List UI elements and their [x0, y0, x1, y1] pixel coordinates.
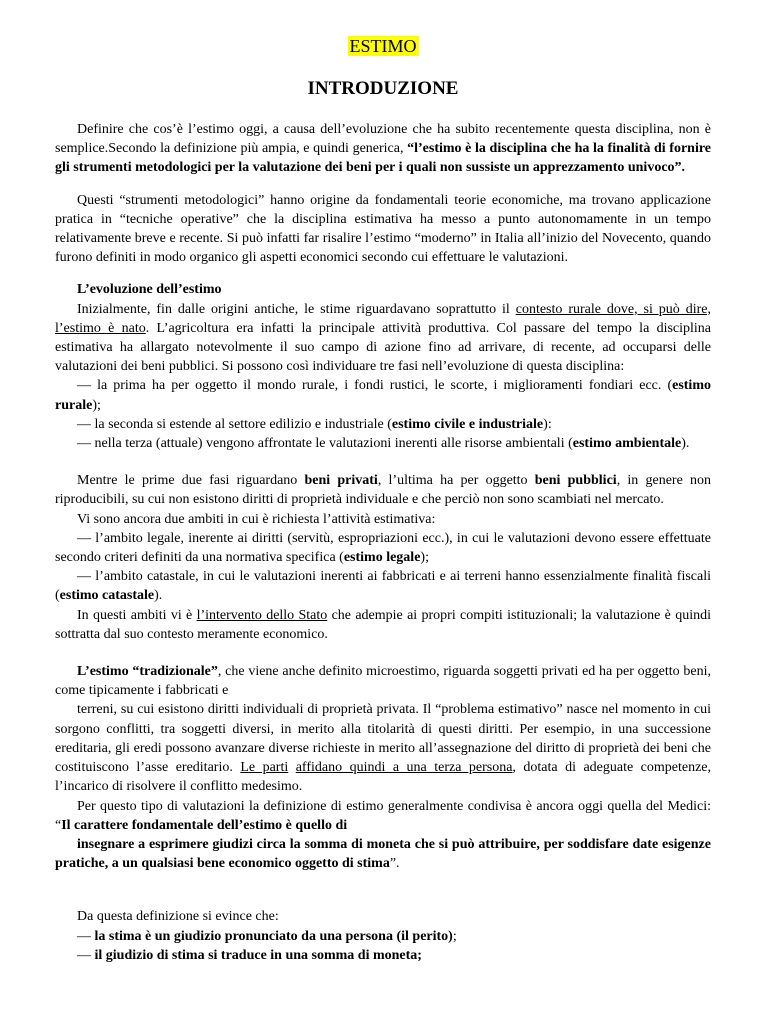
underlined-text: affidano quindi a una terza persona	[295, 760, 513, 776]
list-item-catastale	[55, 567, 711, 605]
text: );	[92, 397, 101, 413]
bold-text: estimo civile e industriale	[391, 416, 544, 432]
text: — la prima ha per oggetto il mondo rurale, i fondi rustici, le scorte, i miglioramenti fondiari ecc. (	[77, 378, 673, 394]
paragraph-strumenti: Questi “strumenti metodologici” hanno origine da fondamentali teorie economiche, ma trovano applicazione pratica in “tecniche operative” che la disciplina estimativa ha messo a punto autonomamente in un tempo relativamente breve e recente. Si può infatti far risalire l’estimo “moderno” in Italia all’inizio del Novecento, quando furono definiti in modo organico gli aspetti economici secondo cui effettuare le valutazioni.	[55, 192, 711, 266]
paragraph-evoluzione	[55, 300, 711, 377]
bold-text: beni pubblici	[534, 473, 617, 489]
list-item-legale	[55, 529, 711, 567]
paragraph-stato	[55, 606, 711, 644]
text: , che viene anche definito microestimo, riguarda soggetti privati ed ha per oggetto beni, come tipicamente i fabbricati e	[55, 664, 711, 699]
text: Inizialmente, fin dalle origini antiche, le stime riguardavano soprattutto il	[77, 301, 516, 317]
list-item-perito	[55, 927, 711, 946]
text: — l’ambito legale, inerente ai diritti (servitù, espropriazioni ecc.), in cui le valutazioni devono essere effettuate secondo criteri definiti da una normativa specifica (	[55, 530, 711, 566]
underlined-text: contesto rurale dove, si può dire, l’estimo è nato	[55, 301, 711, 336]
paragraph-evince: Da questa definizione si evince che:	[77, 909, 279, 925]
list-item-moneta	[55, 946, 711, 965]
list-item-rurale	[55, 376, 711, 414]
bold-text: estimo catastale	[59, 588, 155, 604]
paragraph-terreni	[55, 700, 711, 796]
section-heading-evoluzione	[55, 280, 711, 299]
bold-text: L’estimo “tradizionale”	[77, 664, 218, 680]
text: — l’ambito catastale, in cui le valutazioni inerenti ai fabbricati e ai terreni hanno essenzialmente finalità fiscali (	[55, 569, 711, 604]
text: ”.	[389, 856, 400, 872]
title-highlight: ESTIMO	[349, 36, 417, 56]
text: ):	[543, 416, 552, 432]
text	[288, 760, 295, 775]
text: , dotata di adeguate competenze, l’incarico di risolvere il conflitto medesimo.	[55, 760, 712, 795]
text: . L’agricoltura era infatti la principale attività produttiva. Col passare del tempo la disciplina estimativa ha allargato notevolmente il suo campo di azione fino ad arrivare, di recente, ad occuparsi delle valutazioni dei beni pubblici. Si possono così individuare tre fasi nell’evoluzione di questa disciplina:	[55, 320, 712, 375]
paragraph-medici-continued	[55, 835, 711, 873]
text: In questi ambiti vi è	[77, 607, 197, 623]
paragraph-definition	[55, 120, 711, 178]
document-page	[0, 35, 768, 1029]
paragraph-tradizionale	[55, 662, 711, 700]
text: Mentre le prime due fasi riguardano	[77, 473, 305, 489]
text: , in genere non riproducibili, su cui non esistono diritti di proprietà individuale e che perciò non sono scambiati nel mercato.	[55, 473, 711, 508]
bold-text: il giudizio di stima si traduce in una somma di moneta;	[94, 947, 422, 963]
text: ;	[452, 928, 457, 944]
text: terreni, su cui esistono diritti individuali di proprietà privata. Il “problema estimativo” nasce nel momento in cui sorgono conflitti, tra soggetti diversi, in merito alla titolarità di questi diritti. Per esempio, in una successione ereditaria, gli eredi possono avanzare diverse richieste in merito all’assegnazione del diritto di proprietà dei beni che costituiscono l’asse ereditario.	[55, 702, 711, 776]
text: , l’ultima ha per oggetto	[377, 473, 535, 489]
text: ).	[154, 588, 163, 604]
bold-text: beni privati	[304, 473, 378, 489]
list-item-ambientale	[55, 434, 711, 453]
text: ).	[681, 436, 690, 452]
text: che adempie ai propri compiti istituzionali; la valutazione è quindi sottratta dal suo contesto meramente economico.	[55, 607, 711, 642]
bold-text: insegnare a esprimere giudizi circa la somma di moneta che si può attribuire, per soddisfare date esigenze pratiche, a un qualsiasi bene economico oggetto di stima	[55, 836, 711, 872]
text: — nella terza (attuale) vengono affrontate le valutazioni inerenti alle risorse ambientali (	[77, 436, 573, 452]
paragraph-medici	[55, 797, 711, 835]
section-heading-introduzione: INTRODUZIONE	[307, 78, 459, 99]
bold-text: Il carattere fondamentale dell’estimo è quello di	[61, 817, 348, 833]
underlined-text: Le parti	[240, 760, 289, 776]
bold-text: estimo legale	[343, 550, 421, 566]
text: — la seconda si estende al settore edilizio e industriale (	[77, 416, 392, 432]
text: —	[77, 928, 95, 944]
underlined-text: l’intervento dello Stato	[196, 607, 328, 623]
list-item-civile	[55, 415, 711, 434]
text: —	[77, 947, 95, 963]
bold-text: la stima è un giudizio pronunciato da una persona (il perito)	[94, 928, 453, 944]
bold-text: estimo ambientale	[572, 436, 682, 452]
bold-definition: “l’estimo è la disciplina che ha la finalità di fornire gli strumenti metodologici per la valutazione dei beni per i quali non sussiste un apprezzamento univoco”.	[55, 141, 712, 176]
heading-text: L’evoluzione dell’estimo	[77, 282, 222, 298]
document-title	[55, 35, 711, 63]
text: );	[420, 550, 429, 566]
text: Definire che cos’è l’estimo oggi, a causa dell’evoluzione che ha subito recentemente questa disciplina, non è semplice.Secondo la definizione più ampia, e quindi generica,	[55, 122, 711, 157]
bold-text: estimo rurale	[55, 378, 711, 413]
paragraph-beni	[55, 471, 711, 509]
paragraph-ambiti: Vi sono ancora due ambiti in cui è richiesta l’attività estimativa:	[77, 511, 436, 527]
text: Per questo tipo di valutazioni la definizione di estimo generalmente condivisa è ancora oggi quella del Medici: “	[55, 798, 711, 833]
